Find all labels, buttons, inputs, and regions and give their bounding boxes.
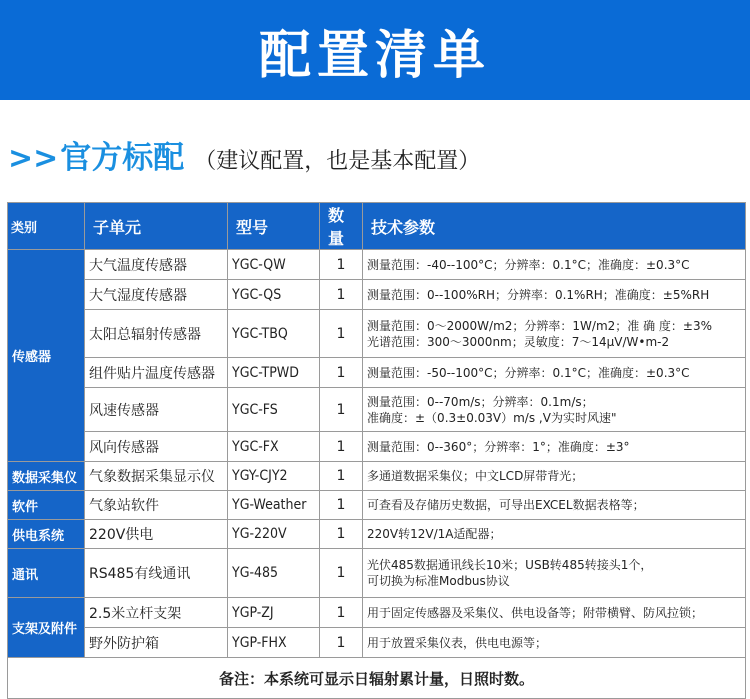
subunit-cell: RS485有线通讯	[85, 549, 228, 598]
subunit-cell: 组件贴片温度传感器	[85, 358, 228, 388]
spec-line: 可查看及存储历史数据，可导出EXCEL数据表格等；	[367, 498, 645, 512]
header-model: 型号	[228, 203, 320, 250]
header-spec: 技术参数	[363, 203, 746, 250]
model-cell: YGC-FX	[228, 432, 320, 462]
table-row	[8, 310, 746, 358]
spec-cell	[363, 250, 746, 280]
spec-cell	[363, 491, 746, 520]
table-row	[8, 432, 746, 462]
spec-cell	[363, 280, 746, 310]
table-row	[8, 388, 746, 432]
model-cell: YG-485	[228, 549, 320, 598]
subunit-cell: 2.5米立杆支架	[85, 598, 228, 628]
spec-line: 测量范围：-50--100°C；分辨率：0.1°C；准确度：±0.3°C	[367, 365, 690, 380]
spec-cell	[363, 432, 746, 462]
category-collector: 数据采集仪	[8, 462, 85, 491]
quantity-cell: 1	[320, 358, 363, 388]
spec-line: 220V转12V/1A适配器；	[367, 527, 502, 541]
spec-line: 可切换为标准Modbus协议	[367, 574, 510, 588]
spec-cell	[363, 549, 746, 598]
model-cell: YGC-FS	[228, 388, 320, 432]
model-cell: YGP-ZJ	[228, 598, 320, 628]
subunit-cell: 大气温度传感器	[85, 250, 228, 280]
spec-line: 用于放置采集仪表，供电电源等；	[367, 635, 548, 650]
spec-line: 测量范围：0--360°；分辨率：1°；准确度：±3°	[367, 439, 630, 454]
table-header-row	[8, 203, 746, 250]
quantity-cell: 1	[320, 549, 363, 598]
category-mount: 支架及附件	[8, 598, 85, 658]
title-banner	[0, 0, 750, 100]
spec-line: 多通道数据采集仪；中文LCD屏带背光；	[367, 469, 584, 483]
model-cell: YGY-CJY2	[228, 462, 320, 491]
spec-line: 光伏485数据通讯线长10米；USB转485转接头1个，	[367, 558, 653, 572]
subunit-cell: 风速传感器	[85, 388, 228, 432]
table-row	[8, 628, 746, 658]
table-row	[8, 598, 746, 628]
subunit-cell: 风向传感器	[85, 432, 228, 462]
spec-cell	[363, 628, 746, 658]
category-sensors: 传感器	[8, 250, 85, 462]
spec-cell	[363, 358, 746, 388]
header-subunit: 子单元	[85, 203, 228, 250]
category-communication: 通讯	[8, 549, 85, 598]
model-cell: YGC-QS	[228, 280, 320, 310]
quantity-cell: 1	[320, 462, 363, 491]
header-quantity: 数量	[320, 203, 363, 250]
quantity-cell: 1	[320, 598, 363, 628]
footnote: 备注：本系统可显示日辐射累计量，日照时数。	[8, 658, 746, 699]
spec-line: 用于固定传感器及采集仪、供电设备等；附带横臂、防风拉锁；	[367, 605, 704, 620]
section-title: 官方标配	[60, 140, 185, 176]
subunit-cell: 大气湿度传感器	[85, 280, 228, 310]
subunit-cell: 220V供电	[85, 520, 228, 549]
table-row	[8, 250, 746, 280]
model-cell: YGC-TPWD	[228, 358, 320, 388]
spec-line: 测量范围：0～2000W/m2；分辨率：1W/m2；准 确 度：±3%	[367, 318, 712, 333]
model-cell: YGC-QW	[228, 250, 320, 280]
quantity-cell: 1	[320, 388, 363, 432]
section-heading	[8, 132, 480, 180]
quantity-cell: 1	[320, 491, 363, 520]
category-power: 供电系统	[8, 520, 85, 549]
page-title: 配置清单	[258, 25, 491, 86]
spec-line: 测量范围：-40--100°C；分辨率：0.1°C；准确度：±0.3°C	[367, 257, 690, 272]
spec-line: 准确度：±（0.3±0.03V）m/s ,V为实时风速"	[367, 410, 617, 425]
configuration-table	[7, 202, 746, 699]
table-row	[8, 280, 746, 310]
spec-cell	[363, 462, 746, 491]
subunit-cell: 气象站软件	[85, 491, 228, 520]
subunit-cell: 太阳总辐射传感器	[85, 310, 228, 358]
category-software: 软件	[8, 491, 85, 520]
subunit-cell: 野外防护箱	[85, 628, 228, 658]
table-row	[8, 358, 746, 388]
quantity-cell: 1	[320, 432, 363, 462]
quantity-cell: 1	[320, 520, 363, 549]
section-arrows: >>	[8, 141, 59, 176]
quantity-cell: 1	[320, 280, 363, 310]
spec-line: 测量范围：0--70m/s；分辨率：0.1m/s；	[367, 394, 594, 409]
spec-cell	[363, 388, 746, 432]
model-cell: YGC-TBQ	[228, 310, 320, 358]
table-row	[8, 549, 746, 598]
footnote-row	[8, 658, 746, 699]
spec-cell	[363, 520, 746, 549]
spec-cell	[363, 310, 746, 358]
header-category: 类别	[8, 203, 85, 250]
model-cell: YG-220V	[228, 520, 320, 549]
model-cell: YG-Weather	[228, 491, 320, 520]
section-note: （建议配置，也是基本配置）	[194, 149, 481, 174]
model-cell: YGP-FHX	[228, 628, 320, 658]
table-row	[8, 520, 746, 549]
spec-cell	[363, 598, 746, 628]
quantity-cell: 1	[320, 250, 363, 280]
quantity-cell: 1	[320, 628, 363, 658]
quantity-cell: 1	[320, 310, 363, 358]
spec-line: 光谱范围：300～3000nm；灵敏度：7～14μV/W•m-2	[367, 334, 670, 349]
spec-line: 测量范围：0--100%RH；分辨率：0.1%RH；准确度：±5%RH	[367, 287, 710, 302]
table-row	[8, 491, 746, 520]
table-row	[8, 462, 746, 491]
subunit-cell: 气象数据采集显示仪	[85, 462, 228, 491]
